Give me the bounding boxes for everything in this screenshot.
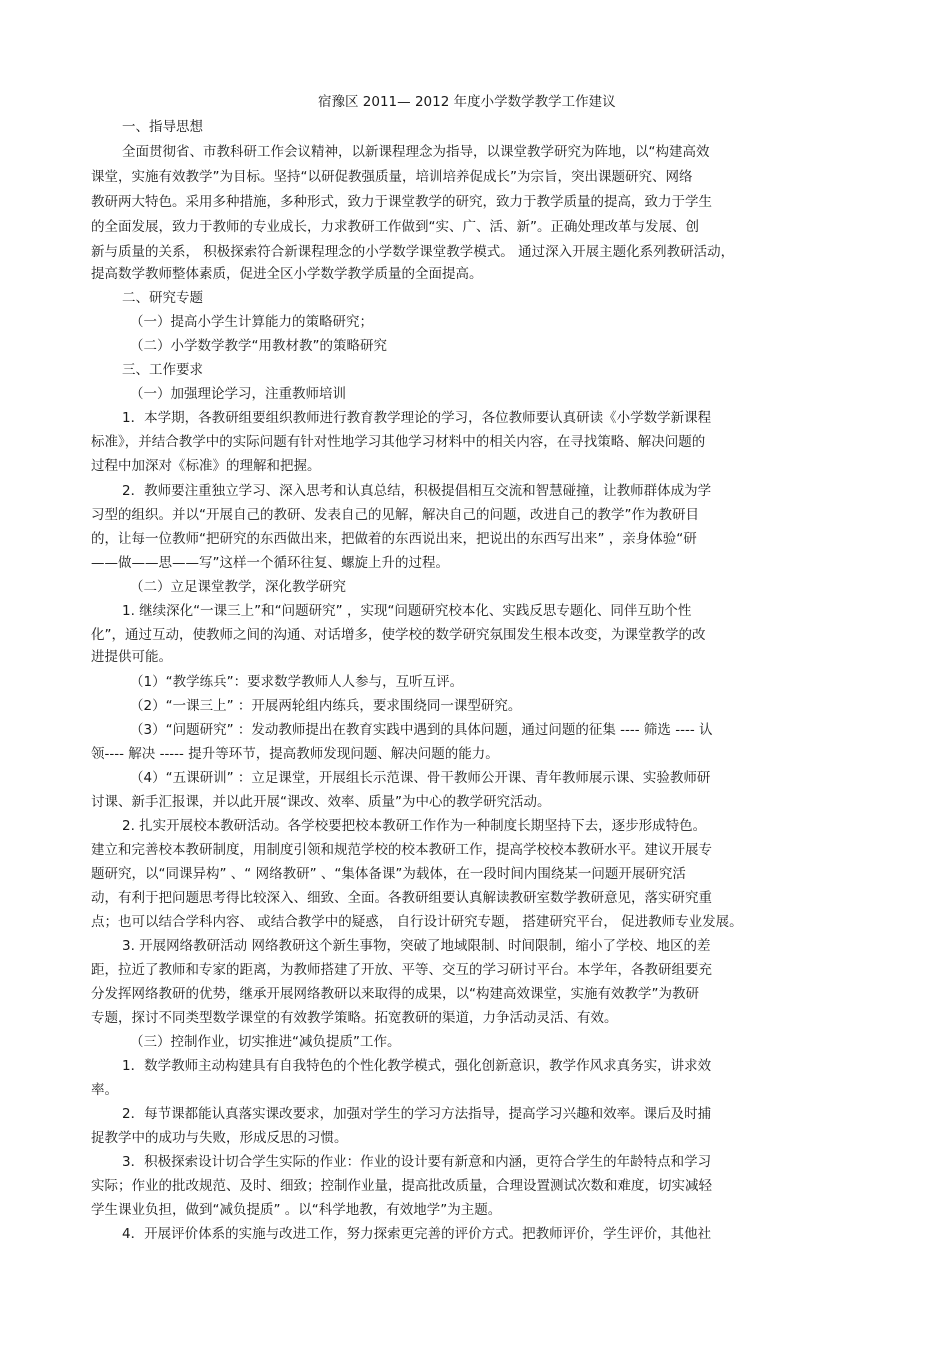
subsection-heading: （一）加强理论学习，注重教师培训 [130, 386, 346, 402]
text-line: 标准》，并结合教学中的实际问题有针对性地学习其他学习材料中的相关内容，在寻找策略、解决问题的 [91, 434, 706, 450]
list-item: （3）“问题研究” ：发动教师提出在教育实践中遇到的具体问题，通过问题的征集 ---- 筛选 ---- 认 [130, 722, 713, 738]
text-line: 2．每节课都能认真落实课改要求，加强对学生的学习方法指导，提高学习兴趣和效率。课后及时捕 [122, 1106, 712, 1122]
text-line: 距，拉近了教师和专家的距离，为教师搭建了开放、平等、交互的学习研讨平台。本学年，各教研组要充 [91, 962, 712, 978]
section-heading: 二、研究专题 [122, 290, 203, 306]
text-line: 捉教学中的成功与失败，形成反思的习惯。 [91, 1130, 348, 1146]
text-line: 的全面发展，致力于教师的专业成长，力求教研工作做到“实、广、活、新”。正确处理改革与发展、创 [91, 219, 699, 235]
text-line: 2．教师要注重独立学习、深入思考和认真总结，积极提倡相互交流和智慧碰撞，让教师群体成为学 [122, 483, 712, 499]
subsection-heading: （二）立足课堂教学，深化教学研究 [130, 579, 346, 595]
text-line: 全面贯彻省、市教科研工作会议精神，以新课程理念为指导，以课堂教学研究为阵地，以“构建高效 [122, 144, 710, 160]
text-line: 1．本学期，各教研组要组织教师进行教育教学理论的学习，各位教师要认真研读《小学数学新课程 [122, 410, 712, 426]
text-line: 点；也可以结合学科内容、 或结合教学中的疑惑， 自行设计研究专题， 搭建研究平台， 促进教师专业发展。 [91, 914, 743, 930]
subsection-heading: （一）提高小学生计算能力的策略研究； [130, 314, 373, 330]
section-heading: 三、工作要求 [122, 362, 203, 378]
text-line: 课堂，实施有效教学”为目标。坚持“以研促教强质量，培训培养促成长”为宗旨，突出课题研究、网络 [91, 169, 693, 185]
text-line: 2. 扎实开展校本教研活动。各学校要把校本教研工作作为一种制度长期坚持下去，逐步形成特色。 [122, 818, 707, 834]
list-item: （4）“五课研训” ：立足课堂，开展组长示范课、骨干教师公开课、青年教师展示课、实验教师研 [130, 770, 711, 786]
section-heading: 一、指导思想 [122, 119, 203, 135]
text-line: 1. 继续深化“一课三上”和“问题研究” ，实现“问题研究校本化、实践反思专题化、同伴互助个性 [122, 603, 692, 619]
text-line: 领---- 解决 ----- 提升等环节，提高教师发现问题、解决问题的能力。 [91, 746, 499, 762]
text-line: 的，让每一位教师“把研究的东西做出来，把做着的东西说出来，把说出的东西写出来” ，亲身体验“研 [91, 531, 697, 547]
text-line: 4．开展评价体系的实施与改进工作，努力探索更完善的评价方式。把教师评价，学生评价，其他社 [122, 1226, 712, 1242]
text-line: 学生课业负担，做到“减负提质” 。以“科学地教，有效地学”为主题。 [91, 1202, 502, 1218]
text-line: 3．积极探索设计切合学生实际的作业：作业的设计要有新意和内涵，更符合学生的年龄特点和学习 [122, 1154, 712, 1170]
text-line: 习型的组织。并以“开展自己的教研、发表自己的见解，解决自己的问题，改进自己的教学”作为教研目 [91, 507, 699, 523]
text-line: 讨课、新手汇报课，并以此开展“课改、效率、质量”为中心的教学研究活动。 [91, 794, 551, 810]
text-line: 实际；作业的批改规范、及时、细致；控制作业量，提高批改质量，合理设置测试次数和难度，切实减轻 [91, 1178, 712, 1194]
text-line: 过程中加深对《标准》的理解和把握。 [91, 458, 321, 474]
text-line: 建立和完善校本教研制度，用制度引领和规范学校的校本教研工作，提高学校校本教研水平。建议开展专 [91, 842, 712, 858]
text-line: 提高数学教师整体素质，促进全区小学数学教学质量的全面提高。 [91, 266, 483, 282]
text-line: 进提供可能。 [91, 649, 172, 665]
text-line: 题研究，以“同课异构” 、“ 网络教研” 、“集体备课”为载体，在一段时间内围绕某一问题开展研究活 [91, 866, 686, 882]
text-line: 化”，通过互动，使教师之间的沟通、对话增多，使学校的数学研究氛围发生根本改变，为课堂教学的改 [91, 627, 706, 643]
text-line: 新与质量的关系， 积极探索符合新课程理念的小学数学课堂教学模式。 通过深入开展主题化系列教研活动， [91, 244, 735, 260]
list-item: （1）“教学练兵”：要求数学教师人人参与，互听互评。 [130, 674, 464, 690]
text-line: 专题，探讨不同类型数学课堂的有效教学策略。拓宽教研的渠道，力争活动灵活、有效。 [91, 1010, 618, 1026]
subsection-heading: （二）小学数学教学“用教材教”的策略研究 [130, 338, 387, 354]
text-line: 分发挥网络教研的优势，继承开展网络教研以来取得的成果，以“构建高效课堂，实施有效教学”为教研 [91, 986, 699, 1002]
subsection-heading: （三）控制作业，切实推进“减负提质”工作。 [130, 1034, 401, 1050]
text-line: 1．数学教师主动构建具有自我特色的个性化教学模式，强化创新意识，教学作风求真务实，讲求效 [122, 1058, 712, 1074]
text-line: ——做——思——写”这样一个循环往复、螺旋上升的过程。 [91, 555, 449, 571]
list-item: （2）“一课三上” ：开展两轮组内练兵，要求围绕同一课型研究。 [130, 698, 522, 714]
text-line: 率。 [91, 1082, 118, 1098]
text-line: 教研两大特色。采用多种措施，多种形式，致力于课堂教学的研究，致力于教学质量的提高，致力于学生 [91, 194, 712, 210]
text-line: 动，有利于把问题思考得比较深入、细致、全面。各教研组要认真解读教研室数学教研意见，落实研究重 [91, 890, 712, 906]
document-title: 宿豫区 2011— 2012 年度小学数学教学工作建议 [318, 94, 616, 110]
text-line: 3. 开展网络教研活动 网络教研这个新生事物，突破了地域限制、时间限制，缩小了学校、地区的差 [122, 938, 711, 954]
